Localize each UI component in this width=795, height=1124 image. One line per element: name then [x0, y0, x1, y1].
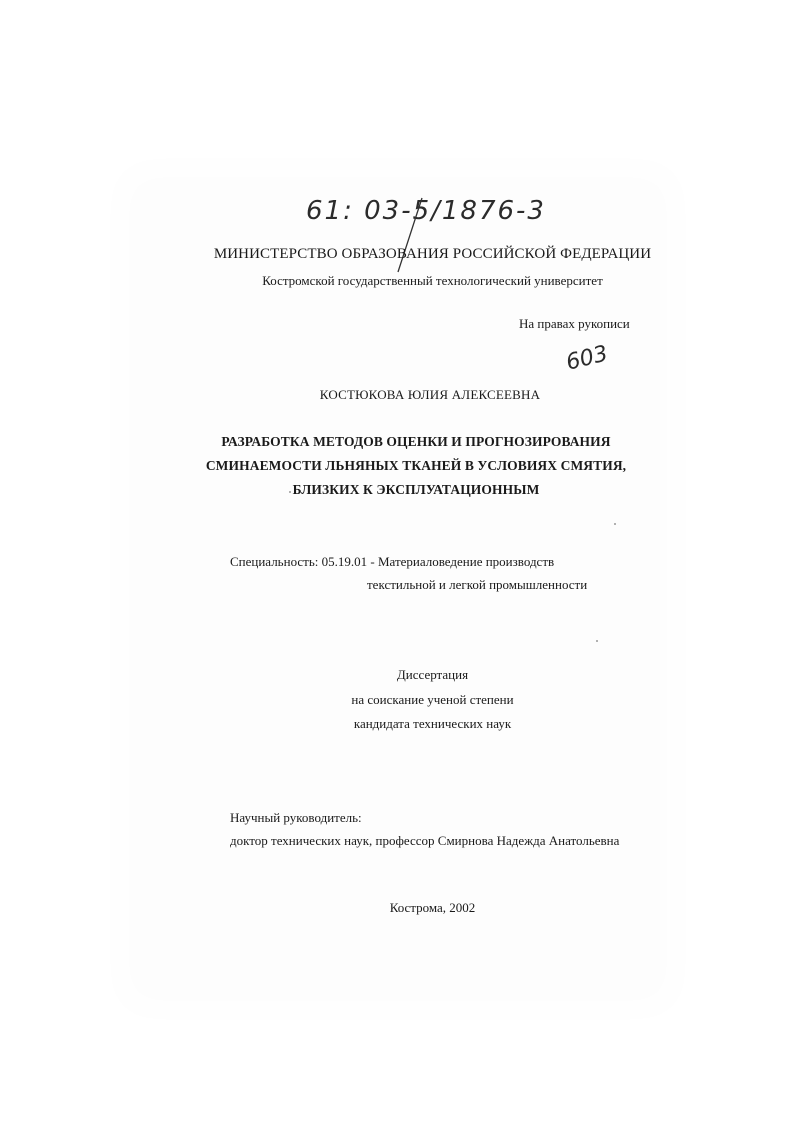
- degree-line-2: на соискание ученой степени: [351, 692, 514, 707]
- dissertation-title-line-1: РАЗРАБОТКА МЕТОДОВ ОЦЕНКИ И ПРОГНОЗИРОВАНИЯ: [221, 434, 611, 449]
- scan-speck: [289, 491, 291, 493]
- supervisor-label: Научный руководитель:: [230, 810, 362, 825]
- university-name: Костромской государственный технологический университет: [262, 273, 603, 288]
- dissertation-title-line-3: БЛИЗКИХ К ЭКСПЛУАТАЦИОННЫМ: [292, 482, 540, 497]
- city-year: Кострома, 2002: [389, 900, 476, 915]
- handwritten-slash-stroke: [392, 196, 432, 276]
- degree-line-3: кандидата технических наук: [353, 716, 512, 731]
- author-name: КОСТЮКОВА ЮЛИЯ АЛЕКСЕЕВНА: [319, 387, 541, 402]
- degree-line-1: Диссертация: [396, 667, 469, 682]
- manuscript-rights-note: На правах рукописи: [519, 316, 630, 331]
- handwritten-mark: 603: [563, 341, 611, 376]
- handwritten-catalog-code: 61: 03-5/1876-3: [306, 196, 546, 226]
- ministry-heading: МИНИСТЕРСТВО ОБРАЗОВАНИЯ РОССИЙСКОЙ ФЕДЕРАЦИИ: [213, 246, 652, 262]
- specialty-line-2: текстильной и легкой промышленности: [367, 577, 588, 592]
- scan-speck: [614, 523, 616, 525]
- supervisor-name: доктор технических наук, профессор Смирнова Надежда Анатольевна: [230, 833, 620, 848]
- specialty-line-1: Специальность: 05.19.01 - Материаловедение производств: [230, 554, 555, 569]
- scan-speck: [596, 640, 598, 642]
- dissertation-title-line-2: СМИНАЕМОСТИ ЛЬНЯНЫХ ТКАНЕЙ В УСЛОВИЯХ СМЯТИЯ,: [205, 458, 627, 473]
